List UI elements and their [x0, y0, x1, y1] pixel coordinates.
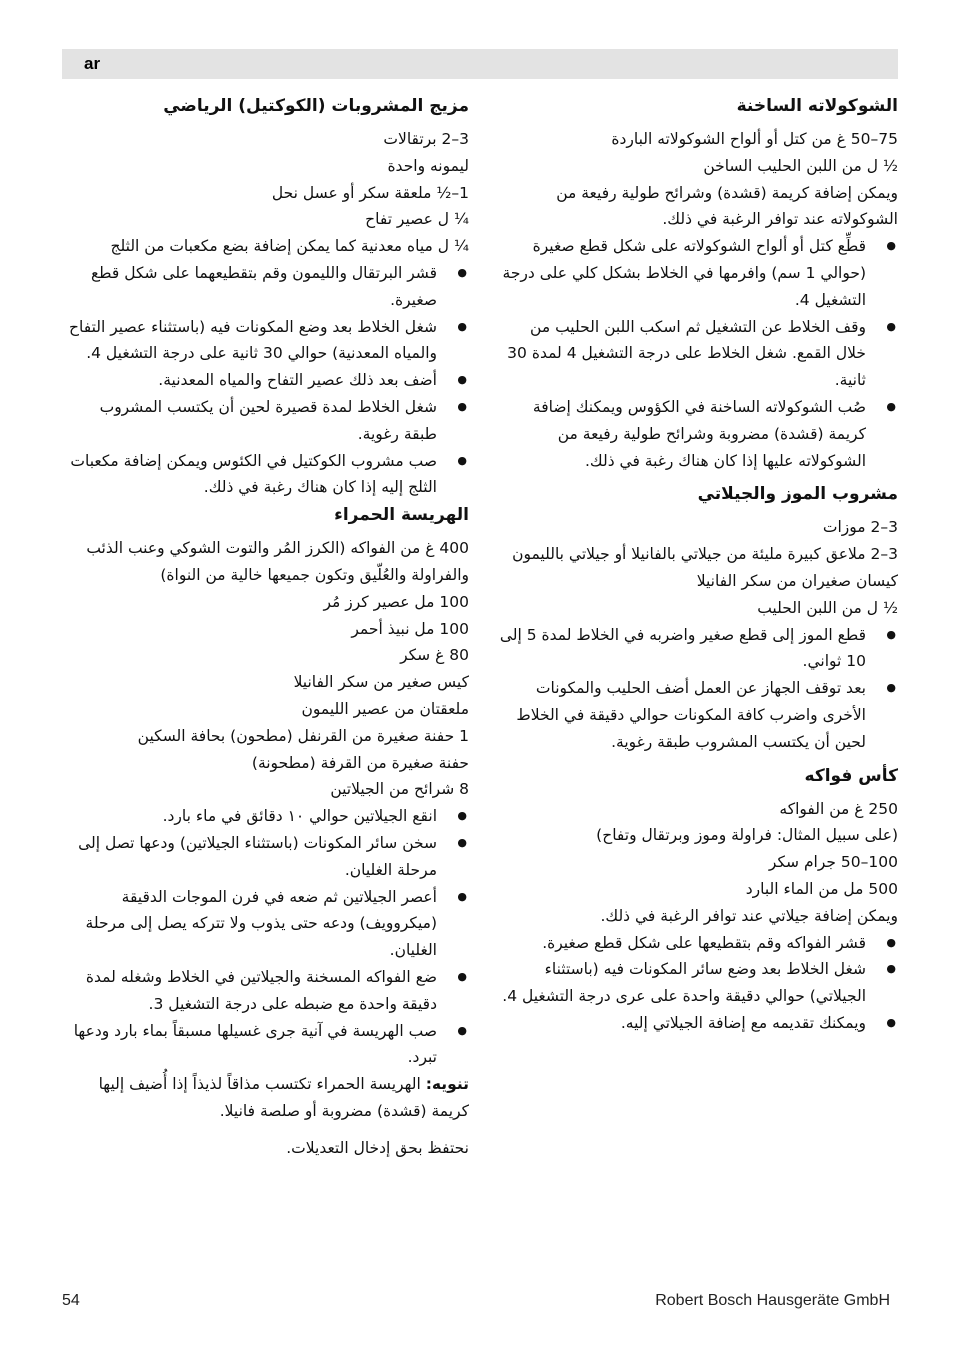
instruction-list: [498, 233, 898, 474]
instruction-item: ● بعد توقف الجهاز عن العمل أضف الحليب والمكونات الأخرى واضرب كافة المكونات حوالي دقيقة في الخلاط لحين أن يكتسب المشروب طبقة رغوية.: [498, 675, 898, 755]
ingredient-line: 1–½ ملعقة سكر أو عسل نحل: [271, 183, 469, 202]
recipe-title: مزيج المشروبات (الكوكتيل) الرياضي: [163, 96, 469, 116]
ingredient-line: ½ ل من اللبن الحليب الساخن: [703, 156, 898, 175]
ingredient-line: 75–50 غ من كتل أو ألواح الشوكولاته الباردة: [611, 130, 898, 148]
recipe-red-puree: [64, 501, 469, 1071]
instruction-item: ● صب الهريسة في آنية جرى غسيلها مسبقاً بماء بارد ودعها تبرد.: [64, 1018, 469, 1072]
ingredient-line: 100 مل نبيذ أحمر: [351, 619, 469, 638]
ingredient-line: ¼ ل مياه معدنية كما يمكن إضافة بضع مكعبات من الثلج: [110, 237, 469, 256]
ingredient-line: 8 شرائح من الجيلاتين: [330, 780, 469, 799]
instruction-item: ● ضع الفواكه المسخنة والجيلاتين في الخلاط وشغله لمدة دقيقة واحدة مع ضبطه على درجة التشغيل 3.: [64, 964, 469, 1018]
ingredient-line: ½ ل من اللبن الحليب: [757, 598, 898, 617]
ingredient-line: 500 مل من الماء البارد: [745, 879, 898, 898]
recipe-banana-icecream: [498, 480, 898, 755]
instruction-item: ● صب مشروب الكوكتيل في الكئوس ويمكن إضافة مكعبات الثلج إليه إذا كان هناك رغبة في ذلك.: [64, 448, 469, 502]
right-column: [498, 92, 898, 1037]
ingredient-line: ملعقتان من عصير الليمون: [301, 699, 469, 718]
note-label: تنويه:: [425, 1075, 469, 1094]
ingredient-line: حفنة صغيرة من القرفة (مطحونة): [251, 753, 469, 772]
page-number: 54: [62, 1292, 80, 1309]
recipe-title: مشروب الموز والجيلاتي: [697, 484, 898, 505]
instruction-item: ● قطِّع كتل أو ألواح الشوكولاته على شكل قطع صغيرة (حوالي 1 سم) وافرمها في الخلاط بشكل كلي على درجة التشغيل 4.: [498, 233, 898, 313]
recipe-title: الشوكولاته الساخنة: [736, 96, 898, 116]
instruction-item: ● وقف الخلاط عن التشغيل ثم اسكب اللبن الحليب من خلال القمع. شغل الخلاط على درجة التشغيل 4 لمدة 30 ثانية.: [498, 314, 898, 394]
instruction-item: ● قطع الموز إلى قطع صغير واضربه في الخلاط لمدة 5 إلى 10 ثواني.: [498, 622, 898, 676]
instruction-item: ● شغل الخلاط لمدة قصيرة لحين أن يكتسب المشروب طبقة رغوية.: [64, 394, 469, 448]
ingredient-line: ويمكن إضافة كريمة (قشدة) وشرائح طولية رفيعة من الشوكولاته عند توافر الرغبة في ذلك.: [556, 183, 898, 229]
recipe-title: الهريسة الحمراء: [334, 505, 469, 526]
ingredient-line: 3–2 موزات: [822, 518, 898, 537]
language-header-bar: [62, 49, 898, 79]
instruction-list: [64, 803, 469, 1071]
instruction-item: ● ويمكنك تقديمه مع إضافة الجيلاتي إليه.: [498, 1010, 898, 1037]
note-text: الهريسة الحمراء تكتسب مذاقاً لذيذاً إذا أُضيف إليها كريمة (قشدة) مضروبة أو صلصة فانيلا.: [98, 1075, 469, 1120]
instruction-item: ● أعصر الجيلاتين ثم ضعه في فرن الموجات الدقيقة (ميكروويف) ودعه حتى يذوب ولا تتركه يصل إلى مرحلة الغليان.: [64, 884, 469, 964]
recipe-hot-chocolate: [498, 92, 898, 474]
instruction-item: ● شغل الخلاط بعد وضع المكونات فيه (باستثناء عصير التفاح والمياه المعدنية) حوالي 30 ثانية على درجة التشغيل 4.: [64, 314, 469, 368]
ingredient-line: كيس صغير من سكر الفانيلا: [293, 673, 469, 692]
company-name: Robert Bosch Hausgeräte GmbH: [655, 1292, 890, 1309]
recipe-sport-cocktail: [64, 92, 469, 501]
ingredient-line: 100 مل عصير كرز مُر: [323, 592, 469, 611]
note-paragraph: [64, 1071, 469, 1125]
instruction-list: [498, 930, 898, 1037]
ingredient-line: 80 غ سكر: [400, 646, 469, 665]
rights-reserved-text: نحتفظ بحق إدخال التعديلات.: [286, 1138, 469, 1157]
instruction-item: ● أضف بعد ذلك عصير التفاح والمياه المعدنية.: [64, 367, 469, 394]
ingredient-line: 250 غ من الفواكه: [779, 799, 898, 818]
language-code: ar: [84, 54, 101, 73]
ingredient-line: ¼ ل عصير تفاح: [365, 210, 469, 229]
ingredient-line: 3–2 ملاعق كبيرة مليئة من جيلاتي بالفانيلا أو جيلاتي بالليمون: [512, 545, 898, 564]
recipe-title: كأس فواكه: [804, 765, 898, 786]
instruction-item: ● صُب الشوكولاته الساخنة في الكؤوس ويمكنك إضافة كريمة (قشدة) مضروبة وشرائح طولية رفيعة من الشوكولاته عليها إذا كان هناك رغبة في ذلك.: [498, 394, 898, 474]
ingredient-line: 100–50 جرام سكر: [768, 853, 898, 872]
recipe-fruit-cup: [498, 762, 898, 1037]
instruction-item: ● قشر البرتقال والليمون وقم بتقطيعهما على شكل قطع صغيرة.: [64, 260, 469, 314]
instruction-item: ● سخن سائر المكونات (باستثناء الجيلاتين) ودعها تصل إلى مرحلة الغليان.: [64, 830, 469, 884]
ingredient-line: 1 حفنة صغيرة من القرنفل (مطحون) بحافة السكين: [137, 726, 469, 745]
instruction-list: [498, 622, 898, 756]
instruction-list: [64, 260, 469, 501]
instruction-item: ● انقع الجيلاتين حوالي ١٠ دقائق في ماء بارد.: [64, 803, 469, 830]
ingredient-line: (على سبيل المثال: فراولة وموز وبرتقال وتفاح): [596, 826, 898, 845]
ingredient-line: ليمونه واحدة: [387, 156, 469, 175]
ingredient-line: ويمكن إضافة جيلاتي عند توافر الرغبة في ذلك.: [600, 906, 898, 925]
ingredient-line: 400 غ من الفواكه (الكرز المُر والتوت الشوكي وعنب الذئب والفراولة والعُلّيق وتكون جميعها خالية من النواة): [86, 539, 469, 584]
ingredient-line: 3–2 برتقالات: [383, 130, 469, 148]
left-column: [64, 92, 469, 1161]
instruction-item: ● قشر الفواكه وقم بتقطيعها على شكل قطع صغيرة.: [498, 930, 898, 957]
ingredient-line: كيسان صغيران من سكر الفانيلا: [696, 571, 898, 590]
instruction-item: ● شغل الخلاط بعد وضع سائر المكونات فيه (باستثناء الجيلاتي) حوالي دقيقة واحدة على عرى درجة التشغيل 4.: [498, 956, 898, 1010]
